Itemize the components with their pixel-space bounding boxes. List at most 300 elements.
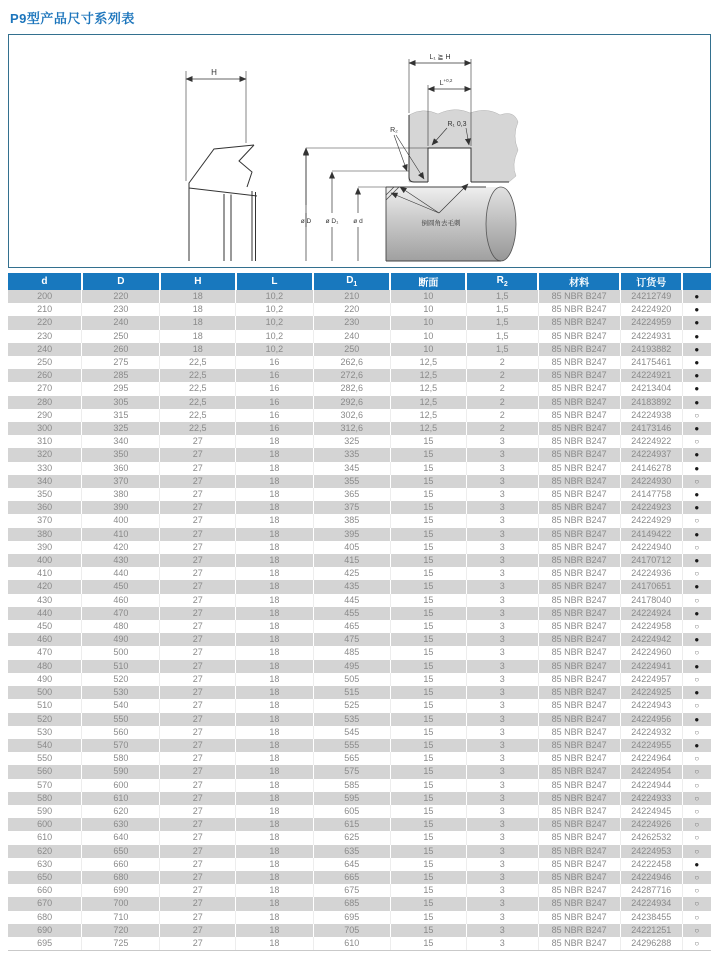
table-row bbox=[8, 422, 711, 435]
cell-d: 430 bbox=[8, 594, 82, 607]
cell-D1: 495 bbox=[313, 660, 390, 673]
cell-D1: 705 bbox=[313, 924, 390, 937]
cell-H: 27 bbox=[160, 699, 236, 712]
cell-section: 15 bbox=[390, 594, 466, 607]
cell-d: 230 bbox=[8, 330, 82, 343]
cell-section: 15 bbox=[390, 528, 466, 541]
cell-R2: 1,5 bbox=[466, 290, 538, 303]
cell-L: 10,2 bbox=[236, 343, 313, 356]
cell-R2: 1,5 bbox=[466, 316, 538, 329]
cell-D1: 210 bbox=[313, 290, 390, 303]
availability-dot: ○ bbox=[682, 673, 711, 686]
cell-D1: 595 bbox=[313, 792, 390, 805]
cell-D1: 635 bbox=[313, 845, 390, 858]
dimension-series-table bbox=[8, 273, 711, 951]
cell-section: 15 bbox=[390, 686, 466, 699]
availability-dot: ● bbox=[682, 343, 711, 356]
cell-section: 15 bbox=[390, 462, 466, 475]
cell-section: 15 bbox=[390, 646, 466, 659]
cell-section: 15 bbox=[390, 739, 466, 752]
cell-H: 27 bbox=[160, 501, 236, 514]
cell-D: 470 bbox=[82, 607, 160, 620]
cell-H: 27 bbox=[160, 831, 236, 844]
table-row bbox=[8, 290, 711, 303]
cell-D: 250 bbox=[82, 330, 160, 343]
cell-order: 24224931 bbox=[620, 330, 682, 343]
cell-H: 27 bbox=[160, 475, 236, 488]
cell-D1: 302,6 bbox=[313, 409, 390, 422]
deburr-note-label: 倒圆角去毛刺 bbox=[421, 220, 461, 227]
cell-R2: 3 bbox=[466, 567, 538, 580]
cell-H: 27 bbox=[160, 554, 236, 567]
cell-d: 350 bbox=[8, 488, 82, 501]
cell-order: 24224922 bbox=[620, 435, 682, 448]
cell-material: 85 NBR B247 bbox=[538, 897, 620, 910]
table-row bbox=[8, 699, 711, 712]
cell-d: 340 bbox=[8, 475, 82, 488]
table-row bbox=[8, 686, 711, 699]
cell-L: 18 bbox=[236, 897, 313, 910]
cell-L: 18 bbox=[236, 607, 313, 620]
cell-D1: 555 bbox=[313, 739, 390, 752]
cell-material: 85 NBR B247 bbox=[538, 369, 620, 382]
cell-R2: 3 bbox=[466, 620, 538, 633]
column-header-H: H bbox=[160, 273, 236, 290]
cell-R2: 3 bbox=[466, 607, 538, 620]
cell-R2: 2 bbox=[466, 356, 538, 369]
cell-D: 360 bbox=[82, 462, 160, 475]
cell-D1: 435 bbox=[313, 580, 390, 593]
column-header-D1: $D_1$ bbox=[313, 273, 390, 290]
cell-order: 24224924 bbox=[620, 607, 682, 620]
cell-section: 10 bbox=[390, 316, 466, 329]
table-row bbox=[8, 633, 711, 646]
availability-dot: ● bbox=[682, 422, 711, 435]
cell-L: 18 bbox=[236, 779, 313, 792]
cell-L: 18 bbox=[236, 435, 313, 448]
cell-R2: 3 bbox=[466, 726, 538, 739]
cell-D: 500 bbox=[82, 646, 160, 659]
cell-order: 24224921 bbox=[620, 369, 682, 382]
cell-L: 16 bbox=[236, 396, 313, 409]
cell-material: 85 NBR B247 bbox=[538, 858, 620, 871]
cell-d: 490 bbox=[8, 673, 82, 686]
cell-L: 18 bbox=[236, 462, 313, 475]
cell-D: 570 bbox=[82, 739, 160, 752]
h-dimension-label: H bbox=[211, 68, 217, 77]
cell-d: 550 bbox=[8, 752, 82, 765]
cell-D: 590 bbox=[82, 765, 160, 778]
cell-R2: 2 bbox=[466, 422, 538, 435]
cell-R2: 2 bbox=[466, 382, 538, 395]
cell-section: 15 bbox=[390, 488, 466, 501]
cell-D1: 220 bbox=[313, 303, 390, 316]
cell-D1: 565 bbox=[313, 752, 390, 765]
cell-order: 24224953 bbox=[620, 845, 682, 858]
cell-H: 27 bbox=[160, 726, 236, 739]
cell-section: 15 bbox=[390, 779, 466, 792]
cell-order: 24213404 bbox=[620, 382, 682, 395]
cell-D1: 282,6 bbox=[313, 382, 390, 395]
cell-D: 690 bbox=[82, 884, 160, 897]
cell-D1: 665 bbox=[313, 871, 390, 884]
availability-dot: ● bbox=[682, 382, 711, 395]
cell-L: 18 bbox=[236, 884, 313, 897]
cell-H: 22,5 bbox=[160, 382, 236, 395]
cell-L: 18 bbox=[236, 792, 313, 805]
availability-dot: ○ bbox=[682, 594, 711, 607]
cell-R2: 3 bbox=[466, 779, 538, 792]
availability-dot: ○ bbox=[682, 792, 711, 805]
cell-D1: 465 bbox=[313, 620, 390, 633]
cell-D1: 645 bbox=[313, 858, 390, 871]
cell-D1: 375 bbox=[313, 501, 390, 514]
cell-order: 24224940 bbox=[620, 541, 682, 554]
cell-D: 580 bbox=[82, 752, 160, 765]
cell-H: 18 bbox=[160, 330, 236, 343]
availability-dot: ● bbox=[682, 462, 711, 475]
cell-material: 85 NBR B247 bbox=[538, 448, 620, 461]
cell-D: 285 bbox=[82, 369, 160, 382]
cell-section: 12,5 bbox=[390, 356, 466, 369]
cell-material: 85 NBR B247 bbox=[538, 514, 620, 527]
cell-order: 24224954 bbox=[620, 765, 682, 778]
cell-R2: 2 bbox=[466, 396, 538, 409]
availability-dot: ● bbox=[682, 858, 711, 871]
cell-material: 85 NBR B247 bbox=[538, 541, 620, 554]
cell-order: 24147758 bbox=[620, 488, 682, 501]
cell-d: 400 bbox=[8, 554, 82, 567]
cell-R2: 3 bbox=[466, 580, 538, 593]
cell-order: 24175461 bbox=[620, 356, 682, 369]
cell-d: 210 bbox=[8, 303, 82, 316]
cell-R2: 1,5 bbox=[466, 303, 538, 316]
cell-D1: 535 bbox=[313, 713, 390, 726]
table-row bbox=[8, 805, 711, 818]
cell-H: 27 bbox=[160, 858, 236, 871]
cell-H: 27 bbox=[160, 713, 236, 726]
availability-dot: ○ bbox=[682, 924, 711, 937]
cell-H: 27 bbox=[160, 752, 236, 765]
cell-H: 27 bbox=[160, 607, 236, 620]
cell-R2: 3 bbox=[466, 633, 538, 646]
table-row bbox=[8, 792, 711, 805]
cell-H: 27 bbox=[160, 541, 236, 554]
cell-order: 24173146 bbox=[620, 422, 682, 435]
cell-d: 650 bbox=[8, 871, 82, 884]
cell-section: 15 bbox=[390, 660, 466, 673]
cell-L: 18 bbox=[236, 448, 313, 461]
cell-material: 85 NBR B247 bbox=[538, 435, 620, 448]
cell-D1: 385 bbox=[313, 514, 390, 527]
cell-D1: 325 bbox=[313, 435, 390, 448]
cell-order: 24224926 bbox=[620, 818, 682, 831]
cell-L: 18 bbox=[236, 871, 313, 884]
cell-material: 85 NBR B247 bbox=[538, 554, 620, 567]
cell-d: 460 bbox=[8, 633, 82, 646]
cell-order: 24224959 bbox=[620, 316, 682, 329]
cell-H: 22,5 bbox=[160, 422, 236, 435]
cell-D1: 365 bbox=[313, 488, 390, 501]
table-row bbox=[8, 369, 711, 382]
cell-H: 27 bbox=[160, 673, 236, 686]
availability-dot: ○ bbox=[682, 831, 711, 844]
cell-material: 85 NBR B247 bbox=[538, 607, 620, 620]
cell-R2: 3 bbox=[466, 528, 538, 541]
cell-order: 24212749 bbox=[620, 290, 682, 303]
cell-R2: 3 bbox=[466, 818, 538, 831]
table-row bbox=[8, 330, 711, 343]
cell-H: 18 bbox=[160, 316, 236, 329]
table-row bbox=[8, 462, 711, 475]
cell-material: 85 NBR B247 bbox=[538, 528, 620, 541]
cell-R2: 3 bbox=[466, 792, 538, 805]
cell-d: 620 bbox=[8, 845, 82, 858]
cell-D: 480 bbox=[82, 620, 160, 633]
cell-L: 16 bbox=[236, 382, 313, 395]
cell-section: 15 bbox=[390, 567, 466, 580]
cell-L: 18 bbox=[236, 845, 313, 858]
cell-H: 27 bbox=[160, 435, 236, 448]
cell-D: 380 bbox=[82, 488, 160, 501]
cell-R2: 3 bbox=[466, 845, 538, 858]
cell-R2: 3 bbox=[466, 448, 538, 461]
cell-section: 12,5 bbox=[390, 369, 466, 382]
cell-material: 85 NBR B247 bbox=[538, 765, 620, 778]
cell-order: 24170712 bbox=[620, 554, 682, 567]
cell-L: 16 bbox=[236, 369, 313, 382]
cell-order: 24224938 bbox=[620, 409, 682, 422]
cell-H: 27 bbox=[160, 937, 236, 951]
cell-D: 530 bbox=[82, 686, 160, 699]
availability-dot: ○ bbox=[682, 871, 711, 884]
table-row bbox=[8, 594, 711, 607]
cell-L: 16 bbox=[236, 409, 313, 422]
cell-L: 18 bbox=[236, 633, 313, 646]
cell-section: 12,5 bbox=[390, 422, 466, 435]
cell-material: 85 NBR B247 bbox=[538, 488, 620, 501]
cell-R2: 2 bbox=[466, 409, 538, 422]
cell-L: 18 bbox=[236, 580, 313, 593]
cell-order: 24238455 bbox=[620, 911, 682, 924]
cell-order: 24224941 bbox=[620, 660, 682, 673]
availability-dot: ● bbox=[682, 607, 711, 620]
cell-d: 590 bbox=[8, 805, 82, 818]
cell-H: 22,5 bbox=[160, 409, 236, 422]
cell-section: 15 bbox=[390, 752, 466, 765]
cell-section: 15 bbox=[390, 818, 466, 831]
cell-material: 85 NBR B247 bbox=[538, 409, 620, 422]
cell-material: 85 NBR B247 bbox=[538, 937, 620, 951]
cell-R2: 3 bbox=[466, 699, 538, 712]
cell-material: 85 NBR B247 bbox=[538, 779, 620, 792]
availability-dot: ○ bbox=[682, 541, 711, 554]
cell-D1: 475 bbox=[313, 633, 390, 646]
table-row bbox=[8, 382, 711, 395]
cell-order: 24224933 bbox=[620, 792, 682, 805]
cell-L: 18 bbox=[236, 805, 313, 818]
cell-H: 27 bbox=[160, 462, 236, 475]
cell-section: 15 bbox=[390, 805, 466, 818]
table-row bbox=[8, 501, 711, 514]
cell-D: 315 bbox=[82, 409, 160, 422]
page-title: P9型产品尺寸系列表 bbox=[10, 11, 135, 26]
cell-D1: 610 bbox=[313, 937, 390, 951]
cell-H: 27 bbox=[160, 514, 236, 527]
cell-D1: 515 bbox=[313, 686, 390, 699]
cell-material: 85 NBR B247 bbox=[538, 382, 620, 395]
availability-dot: ○ bbox=[682, 884, 711, 897]
cell-R2: 3 bbox=[466, 554, 538, 567]
cell-L: 18 bbox=[236, 475, 313, 488]
table-row bbox=[8, 937, 711, 951]
table-row bbox=[8, 831, 711, 844]
cell-D: 410 bbox=[82, 528, 160, 541]
cell-D: 550 bbox=[82, 713, 160, 726]
availability-dot: ○ bbox=[682, 937, 711, 951]
cell-D: 710 bbox=[82, 911, 160, 924]
availability-dot: ● bbox=[682, 713, 711, 726]
cell-L: 18 bbox=[236, 911, 313, 924]
cell-material: 85 NBR B247 bbox=[538, 330, 620, 343]
cell-d: 370 bbox=[8, 514, 82, 527]
cell-d: 440 bbox=[8, 607, 82, 620]
table-row bbox=[8, 343, 711, 356]
cell-R2: 3 bbox=[466, 713, 538, 726]
cell-L: 18 bbox=[236, 831, 313, 844]
cell-section: 15 bbox=[390, 831, 466, 844]
cell-D1: 262,6 bbox=[313, 356, 390, 369]
cell-d: 530 bbox=[8, 726, 82, 739]
table-row bbox=[8, 607, 711, 620]
table-body bbox=[8, 290, 711, 951]
table-row bbox=[8, 752, 711, 765]
cell-H: 22,5 bbox=[160, 396, 236, 409]
availability-dot: ● bbox=[682, 554, 711, 567]
availability-dot: ● bbox=[682, 488, 711, 501]
cell-order: 24224932 bbox=[620, 726, 682, 739]
cell-material: 85 NBR B247 bbox=[538, 594, 620, 607]
cell-order: 24224956 bbox=[620, 713, 682, 726]
cell-d: 470 bbox=[8, 646, 82, 659]
cell-order: 24224958 bbox=[620, 620, 682, 633]
cell-material: 85 NBR B247 bbox=[538, 475, 620, 488]
cell-H: 27 bbox=[160, 633, 236, 646]
cell-d: 630 bbox=[8, 858, 82, 871]
availability-dot: ● bbox=[682, 739, 711, 752]
cell-D1: 395 bbox=[313, 528, 390, 541]
cell-D: 725 bbox=[82, 937, 160, 951]
availability-dot: ● bbox=[682, 356, 711, 369]
cell-order: 24224964 bbox=[620, 752, 682, 765]
cell-d: 610 bbox=[8, 831, 82, 844]
cell-H: 27 bbox=[160, 897, 236, 910]
table-row bbox=[8, 303, 711, 316]
table-row bbox=[8, 567, 711, 580]
availability-dot: ○ bbox=[682, 409, 711, 422]
l-dimension-label: $L^{+0,2}$ bbox=[439, 78, 453, 87]
table-row bbox=[8, 580, 711, 593]
cell-d: 270 bbox=[8, 382, 82, 395]
cell-D: 350 bbox=[82, 448, 160, 461]
cell-order: 24224925 bbox=[620, 686, 682, 699]
availability-dot: ● bbox=[682, 303, 711, 316]
table-row bbox=[8, 356, 711, 369]
cell-d: 280 bbox=[8, 396, 82, 409]
cell-L: 18 bbox=[236, 924, 313, 937]
cell-D: 520 bbox=[82, 673, 160, 686]
cell-section: 15 bbox=[390, 858, 466, 871]
cell-material: 85 NBR B247 bbox=[538, 660, 620, 673]
cell-R2: 3 bbox=[466, 831, 538, 844]
cell-section: 15 bbox=[390, 884, 466, 897]
cell-L: 18 bbox=[236, 646, 313, 659]
cell-D1: 272,6 bbox=[313, 369, 390, 382]
cell-material: 85 NBR B247 bbox=[538, 580, 620, 593]
cell-H: 27 bbox=[160, 805, 236, 818]
table-row bbox=[8, 779, 711, 792]
cell-D: 600 bbox=[82, 779, 160, 792]
cell-D: 275 bbox=[82, 356, 160, 369]
availability-dot: ● bbox=[682, 528, 711, 541]
column-header-order: 订货号 bbox=[620, 273, 682, 290]
cell-d: 320 bbox=[8, 448, 82, 461]
availability-dot: ● bbox=[682, 369, 711, 382]
cell-D1: 605 bbox=[313, 805, 390, 818]
cell-material: 85 NBR B247 bbox=[538, 462, 620, 475]
cell-L: 18 bbox=[236, 713, 313, 726]
cell-R2: 3 bbox=[466, 937, 538, 951]
cell-material: 85 NBR B247 bbox=[538, 303, 620, 316]
availability-dot: ○ bbox=[682, 897, 711, 910]
cell-material: 85 NBR B247 bbox=[538, 422, 620, 435]
cell-D1: 415 bbox=[313, 554, 390, 567]
cell-R2: 1,5 bbox=[466, 330, 538, 343]
cell-L: 10,2 bbox=[236, 316, 313, 329]
cell-section: 15 bbox=[390, 620, 466, 633]
cell-section: 12,5 bbox=[390, 382, 466, 395]
table-row bbox=[8, 514, 711, 527]
cell-section: 15 bbox=[390, 475, 466, 488]
table-row bbox=[8, 541, 711, 554]
table-row bbox=[8, 858, 711, 871]
table-row bbox=[8, 448, 711, 461]
table-header-row bbox=[8, 273, 711, 290]
cell-H: 27 bbox=[160, 567, 236, 580]
cell-order: 24224923 bbox=[620, 501, 682, 514]
cell-d: 695 bbox=[8, 937, 82, 951]
cell-H: 27 bbox=[160, 792, 236, 805]
cell-D1: 292,6 bbox=[313, 396, 390, 409]
cell-d: 330 bbox=[8, 462, 82, 475]
cell-H: 22,5 bbox=[160, 369, 236, 382]
availability-dot: ○ bbox=[682, 475, 711, 488]
column-header-d: d bbox=[8, 273, 82, 290]
cell-section: 15 bbox=[390, 580, 466, 593]
cell-d: 600 bbox=[8, 818, 82, 831]
cell-L: 18 bbox=[236, 752, 313, 765]
cell-section: 15 bbox=[390, 673, 466, 686]
cell-D1: 505 bbox=[313, 673, 390, 686]
cell-L: 10,2 bbox=[236, 330, 313, 343]
cell-H: 27 bbox=[160, 845, 236, 858]
table-row bbox=[8, 884, 711, 897]
cell-H: 27 bbox=[160, 871, 236, 884]
cell-D: 560 bbox=[82, 726, 160, 739]
table-row bbox=[8, 911, 711, 924]
availability-dot: ● bbox=[682, 316, 711, 329]
availability-dot: ○ bbox=[682, 699, 711, 712]
